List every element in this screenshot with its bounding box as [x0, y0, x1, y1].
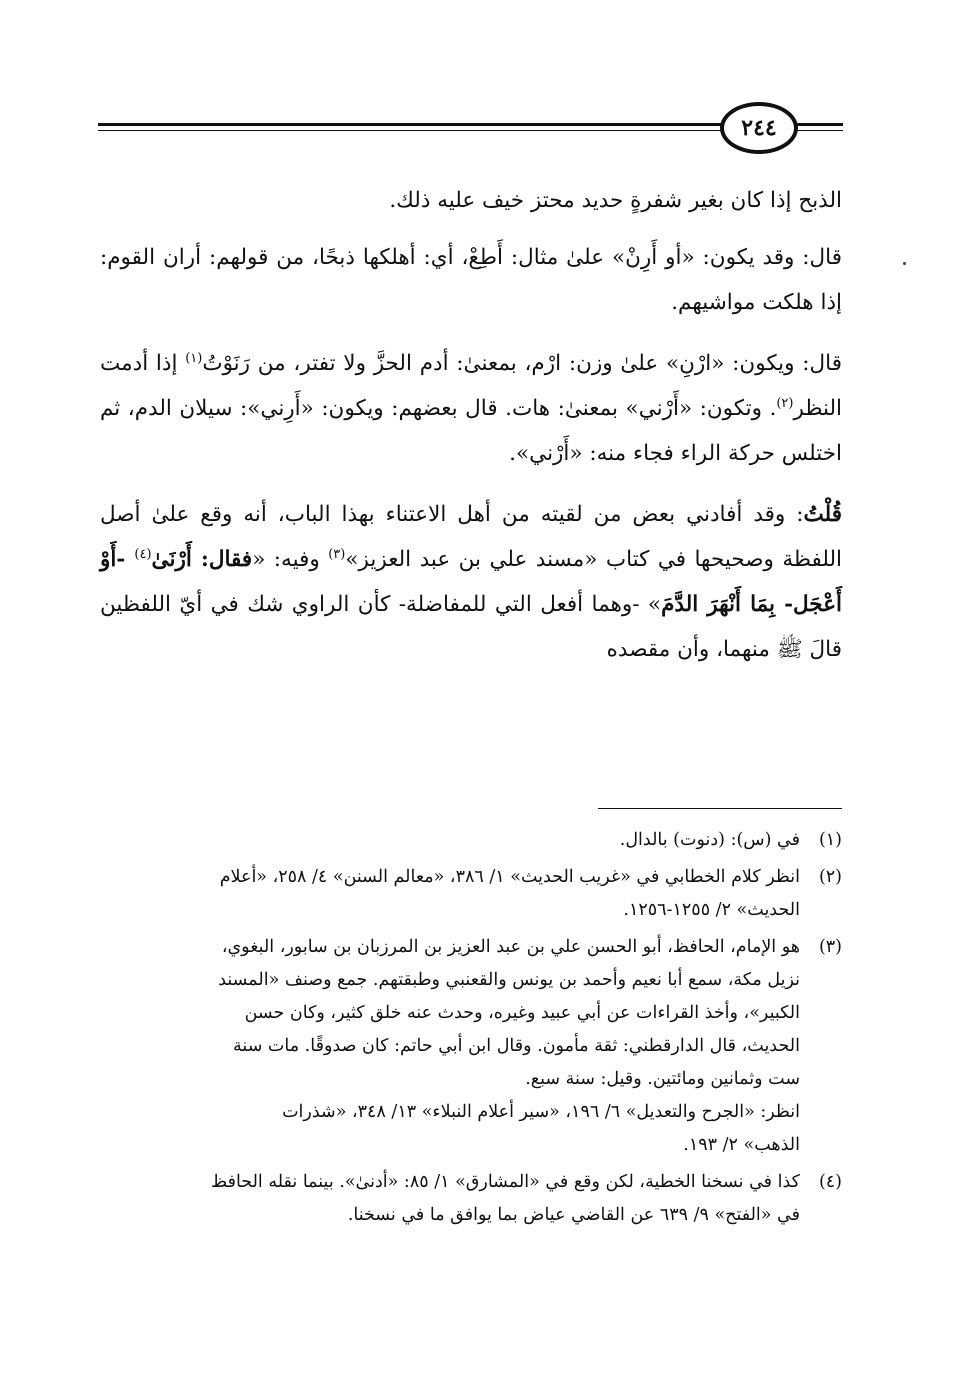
footnote-line: كذا في نسخنا الخطية، لكن وقع في «المشارق» ١/ ٨٥: «أدنىٰ». بينما نقله الحافظ [211, 1172, 800, 1192]
footnote-number: (٣) [818, 937, 842, 957]
margin-speck [903, 262, 906, 265]
hadith-text: -أَوْ أَعْجَل- بِمَا أَنْهَرَ الدَّمَ [100, 547, 842, 617]
footnote [100, 931, 842, 1162]
main-text [100, 178, 842, 688]
footnote-number: (٤) [818, 1172, 842, 1192]
page-number-badge [720, 102, 798, 154]
footnotes [100, 824, 842, 1236]
footnote-line: نزيل مكة، سمع أبا نعيم وأحمد بن يونس والقعنبي وطبقتهم. جمع وصنف «المسند [218, 970, 800, 990]
paragraph: الذبح إذا كان بغير شفرةٍ حديد محتز خيف عليه ذلك. [389, 188, 842, 213]
footnote-line: في (س): (دنوت) بالدال. [619, 830, 800, 850]
footnote-line: الحديث، قال الدارقطني: ثقة مأمون. وقال ابن أبي حاتم: كان صدوقًا. مات سنة [233, 1036, 800, 1056]
page-header [98, 100, 843, 160]
footnote-separator [598, 808, 842, 809]
page-number: ٢٤٤ [741, 115, 777, 141]
footnote-line: الحديث» ٢/ ١٢٥٥-١٢٥٦. [623, 900, 800, 920]
footnote-text [100, 824, 800, 857]
paragraph-text: قال: ويكون: «ارْنِ» علىٰ وزن: ارْم، بمعنىٰ: أدم الحزَّ ولا تفتر، من رَنَوْتُ [202, 351, 842, 376]
footnote [100, 1166, 842, 1232]
footnote-line: هو الإمام، الحافظ، أبو الحسن علي بن عبد العزيز بن المرزبان بن سابور، البغوي، [221, 937, 800, 957]
paragraph-text: : وقد أفادني بعض من لقيته من أهل الاعتناء بهذا الباب، أنه وقع علىٰ أصل اللفظة وصحيحها في كتاب «مسند علي بن عبد العزيز» [100, 502, 842, 572]
footnote [100, 824, 842, 857]
hadith-text: فقال: أَرْنَىٰ [151, 547, 253, 572]
footnote-text [100, 861, 800, 927]
paragraph-text: » -وهما أفعل التي للمفاضلة- كأن الراوي شك في أيّ اللفظين قالَ ﷺ منهما، وأن مقصده [100, 592, 842, 662]
paragraph-text: وفيه: « [252, 547, 329, 572]
paragraph-text: . وتكون: «أَرْني» بمعنىٰ: هات. قال بعضهم: ويكون: «أَرِني»: سيلان الدم، ثم اختلس حركة الراء فجاء منه: «أَرْني». [100, 396, 842, 466]
footnote-text [100, 931, 800, 1162]
footnote-ref[interactable]: (٤) [134, 546, 152, 562]
footnote-text [100, 1166, 800, 1232]
paragraph [100, 341, 842, 476]
footnote-ref[interactable]: (٣) [328, 546, 346, 562]
paragraph [100, 492, 842, 672]
footnote-line: الكبير»، وأخذ القراءات عن أبي عبيد وغيره، وحدث عنه خلق كثير، وكان حسن [244, 1003, 800, 1023]
footnote-line: انظر: «الجرح والتعديل» ٦/ ١٩٦، «سير أعلام النبلاء» ١٣/ ٣٤٨، «شذرات [282, 1102, 800, 1122]
footnote-line: انظر كلام الخطابي في «غريب الحديث» ١/ ٣٨٦، «معالم السنن» ٤/ ٢٥٨، «أعلام [219, 867, 800, 887]
footnote-line: الذهب» ٢/ ١٩٣. [683, 1135, 800, 1155]
footnote-ref[interactable]: (٢) [776, 395, 794, 411]
footnote-line: ست وثمانين ومائتين. وقيل: سنة سبع. [525, 1069, 800, 1089]
qult-marker: قُلْتُ [803, 502, 842, 527]
paragraph: قال: وقد يكون: «أو أَرِنْ» علىٰ مثال: أَطِعْ، أي: أهلكها ذبحًا، من قولهم: أران القوم: إذا هلكت مواشيهم. [100, 245, 842, 315]
paragraph-text: إذا أدمت النظر [100, 351, 842, 421]
footnote-number: (١) [818, 830, 842, 850]
footnote-number: (٢) [818, 867, 842, 887]
footnote-ref[interactable]: (١) [185, 350, 203, 366]
footnote-line: في «الفتح» ٩/ ٦٣٩ عن القاضي عياض بما يوافق ما في نسخنا. [347, 1205, 800, 1225]
footnote [100, 861, 842, 927]
